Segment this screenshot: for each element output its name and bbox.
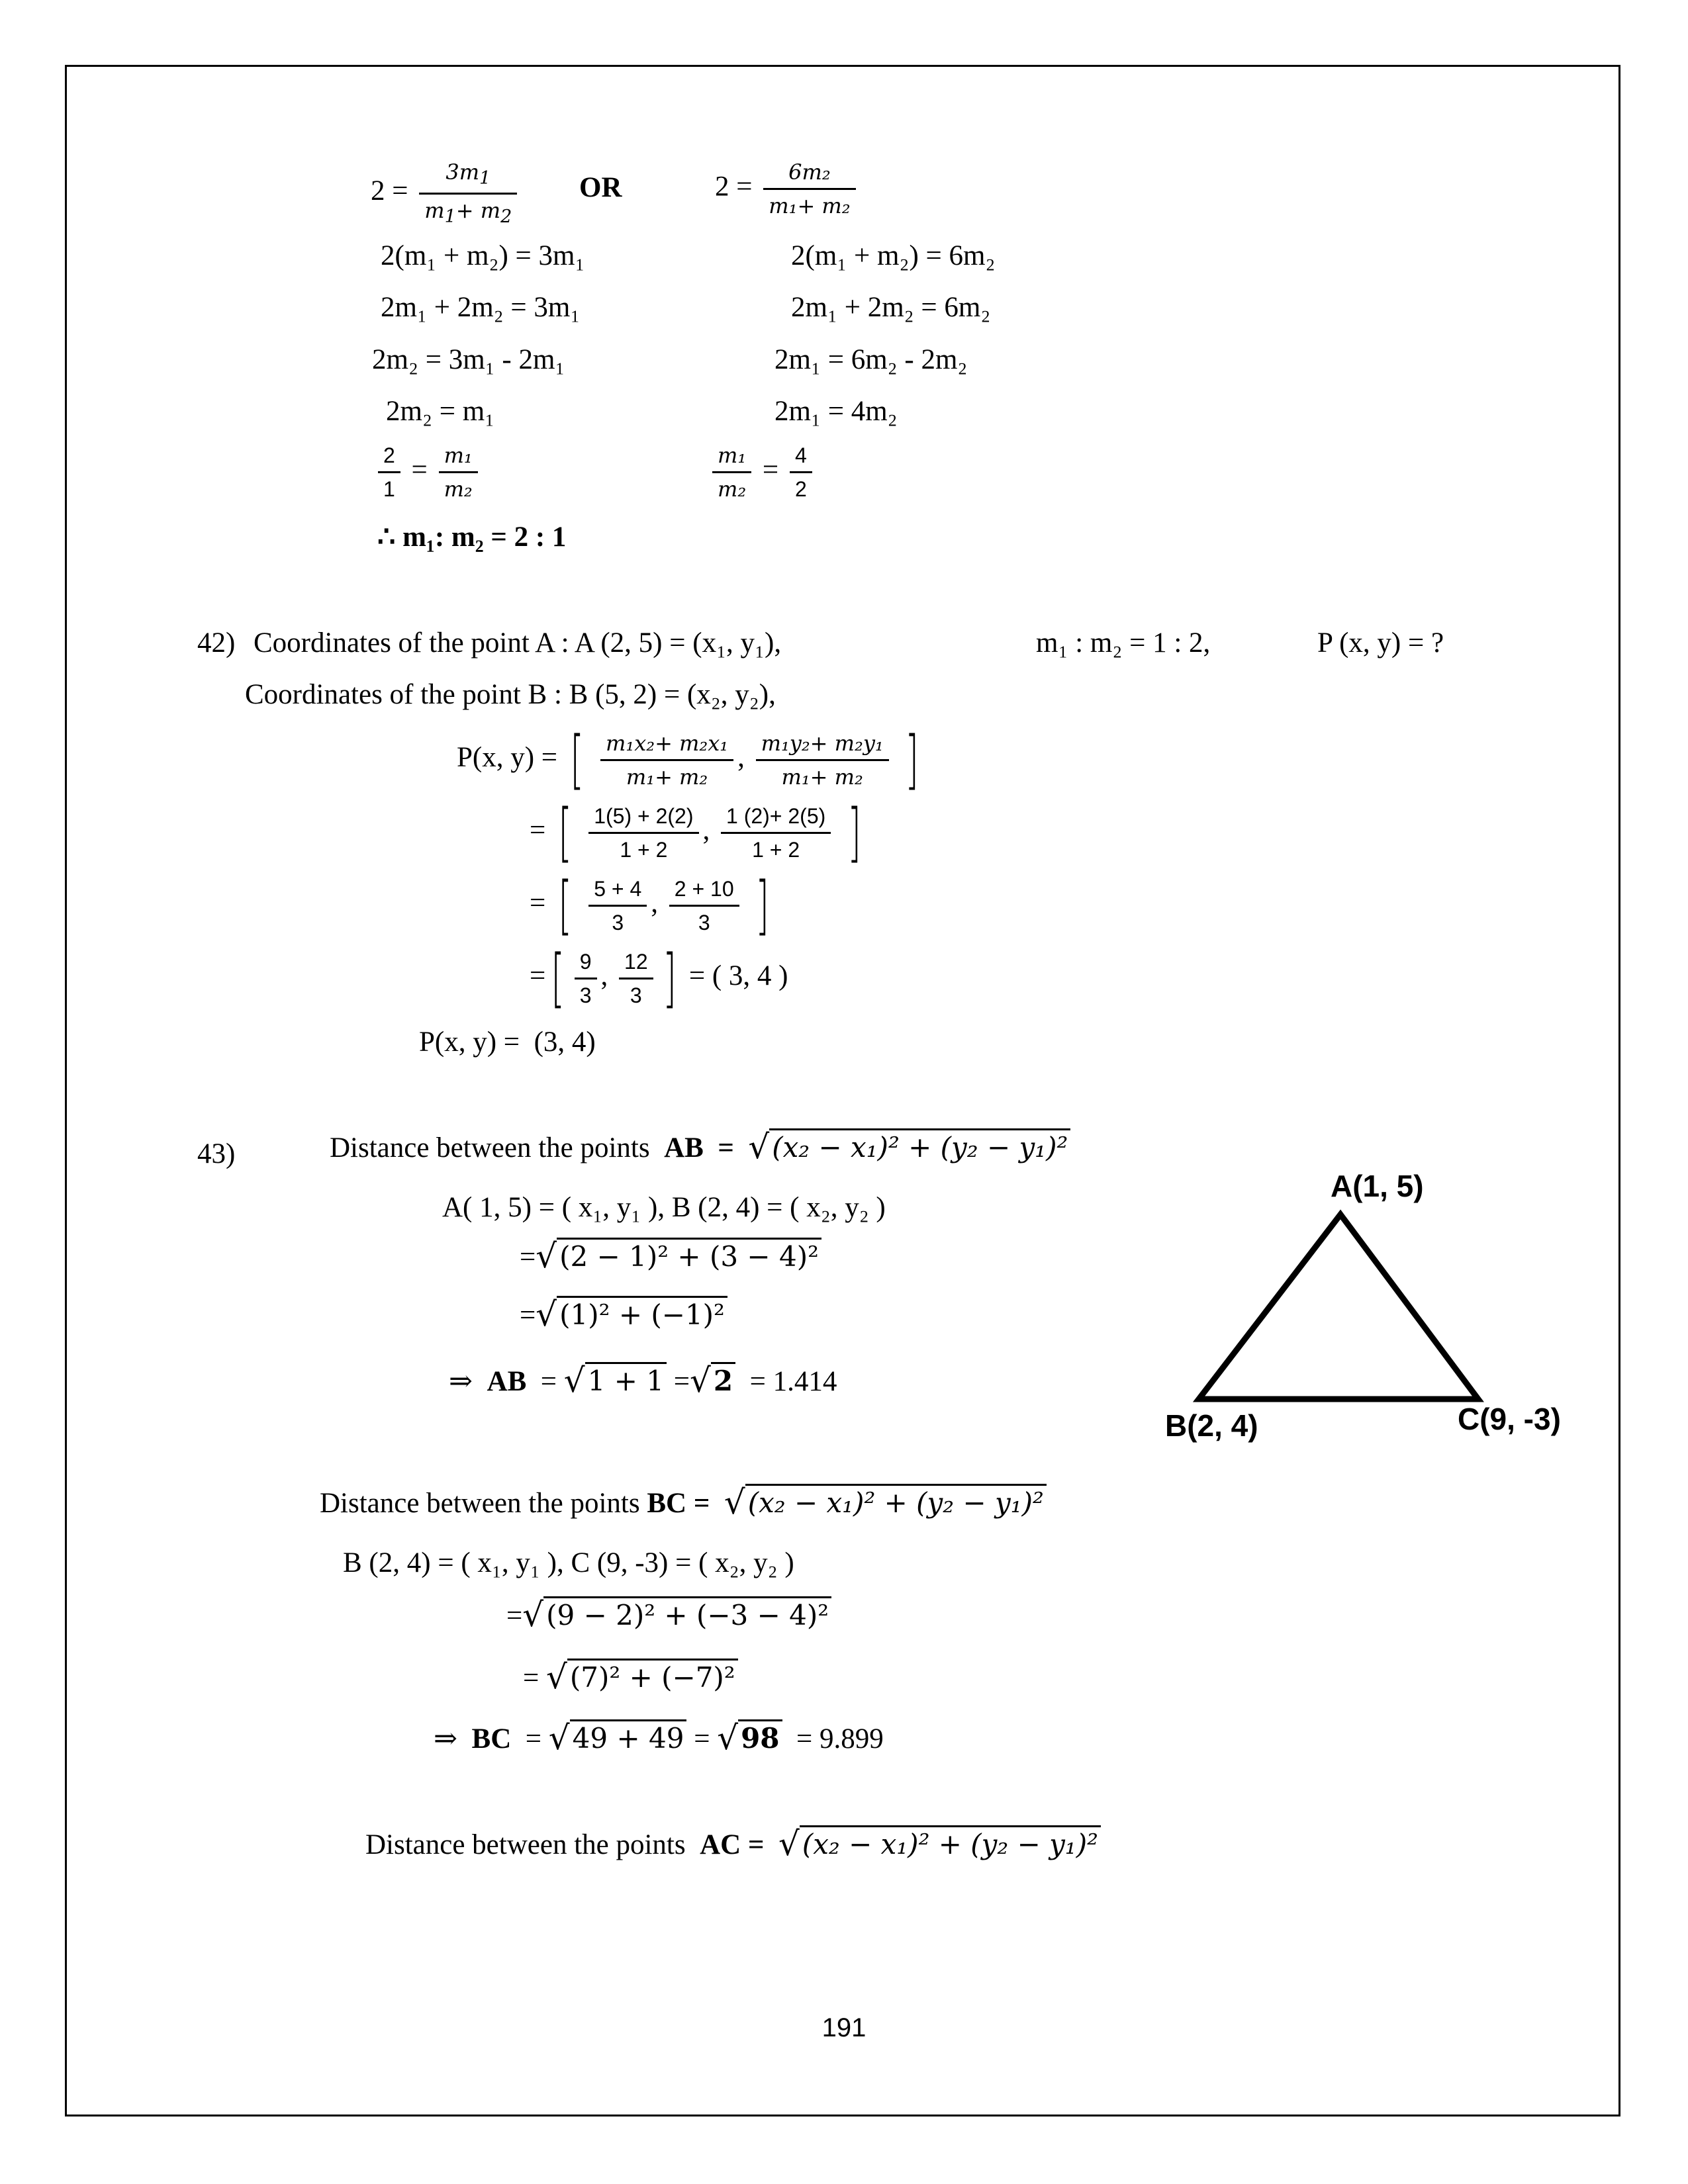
right-step-3: 2m₁ = 6m₂ - 2m₂ [774,344,968,375]
fraction: $\frac{\text{m₁y₂+ m₂y₁}}{\text{m₁+ m₂}}$ [756,730,889,790]
vertex-b-label: B(2, 4) [1165,1408,1258,1443]
right-step-4: 2m₁ = 4m₂ [774,396,898,427]
fraction [419,159,517,228]
ab-result: ⇒ AB = √1 + 1 =√2 = 1.414 [449,1361,837,1400]
lhs: 2 = [371,175,408,207]
right-step-1: 2(m₁ + m₂) = 6m₂ [791,240,996,271]
right-step-2: 2m₁ + 2m₂ = 6m₂ [791,292,991,323]
ac-distance-formula: Distance between the points AC = √(x₂ − x₁)² + (y₂ − y₁)² [365,1825,1101,1860]
fraction: $\frac{9}{3}$ [575,948,597,1009]
triangle-diagram [1152,1165,1589,1456]
ab-distance-formula: Distance between the points AB = √(x₂ − x₁)² + (y₂ − y₁)² [330,1128,1070,1163]
left-step-2: 2m₁ + 2m₂ = 3m₁ [381,292,581,323]
fraction: $\frac{5 + 4}{3}$ [588,876,647,936]
q42-answer: P(x, y) = (3, 4) [419,1026,596,1058]
fraction: $\frac{\text{m₁}}{\text{m₂}}$ [712,442,751,502]
q42-point-b: Coordinates of the point B : B (5, 2) = (x₂, y₂), [245,679,776,710]
left-step-3: 2m₂ = 3m₁ - 2m₁ [372,344,565,375]
or-separator: OR [579,172,622,203]
fraction: $\frac{2}{1}$ [378,442,400,502]
fraction: $\frac{2 + 10}{3}$ [669,876,739,936]
q42-point-a: Coordinates of the point A : A (2, 5) = (x₁, y₁), [254,627,782,659]
section-simplification: = [ $\frac{5 + 4}{3}$ , $\frac{2 + 10}{3}$ ] [530,868,770,942]
ab-substitution: =√(2 − 1)² + (3 − 4)² [520,1238,821,1273]
eq-right-definition [715,159,860,219]
left-step-1: 2(m₁ + m₂) = 3m₁ [381,240,585,271]
fraction: $\frac{4}{2}$ [790,442,812,502]
ratio-conclusion: ∴ m₁: m₂ = 2 : 1 [377,522,567,553]
triangle-abc [1199,1214,1478,1399]
left-ratio: $\frac{2}{1}$ = $\frac{\text{m₁}}{\text{m₂}}$ [374,442,482,502]
denominator: m₁+ m₂ [769,193,851,218]
fraction [763,159,855,219]
q42-ratio: m₁ : m₂ = 1 : 2, [1036,627,1211,659]
lhs: 2 = [715,171,753,203]
eq-left-definition [371,159,521,228]
fraction: $\frac{1 (2)+ 2(5)}{1 + 2}$ [721,803,831,863]
fraction: $\frac{1(5) + 2(2)}{1 + 2}$ [588,803,698,863]
section-formula: P(x, y) = [ $\frac{\text{m₁x₂+ m₂x₁}}{\text{m₁+ m₂}}$ , $\frac{\text{m₁y₂+ m₂y₁}}{\text{m₁+ m₂}}$ ] [457,723,919,797]
denominator: $m_1+ m_2$ [424,197,512,227]
fraction: $\frac{\text{m₁}}{\text{m₂}}$ [439,442,478,502]
section-result: =[ $\frac{9}{3}$ , $\frac{12}{3}$ ] = ( 3, 4 ) [530,941,788,1015]
fraction: $\frac{\text{m₁x₂+ m₂x₁}}{\text{m₁+ m₂}}$ [600,730,733,790]
bc-result: ⇒ BC = √49 + 49 = √98 = 9.899 [434,1719,884,1757]
numerator: 6m₂ [763,159,855,190]
right-ratio: $\frac{\text{m₁}}{\text{m₂}}$ = $\frac{4}{2}$ [708,442,816,502]
bc-points: B (2, 4) = ( x₁, y₁ ), C (9, -3) = ( x₂, y₂ ) [343,1547,794,1578]
q42-number: 42) [197,627,236,659]
left-step-4: 2m₂ = m₁ [386,396,495,427]
section-substitution: = [ $\frac{1(5) + 2(2)}{1 + 2}$ , $\frac{1 (2)+ 2(5)}{1 + 2}$ ] [530,796,862,870]
numerator: $3m_1$ [419,159,517,195]
vertex-c-label: C(9, -3) [1458,1402,1561,1436]
ab-simplification: =√(1)² + (−1)² [520,1296,727,1331]
q43-number: 43) [197,1138,236,1169]
bc-distance-formula: Distance between the points BC = √(x₂ − x₁)² + (y₂ − y₁)² [320,1484,1047,1519]
ab-points: A( 1, 5) = ( x₁, y₁ ), B (2, 4) = ( x₂, y₂ ) [442,1192,886,1223]
q42-find: P (x, y) = ? [1317,627,1444,659]
vertex-a-label: A(1, 5) [1331,1169,1424,1203]
bc-substitution: =√(9 − 2)² + (−3 − 4)² [506,1596,831,1631]
page-number: 191 [821,2013,867,2042]
fraction: $\frac{12}{3}$ [619,948,653,1009]
bc-simplification: = √(7)² + (−7)² [523,1659,738,1694]
